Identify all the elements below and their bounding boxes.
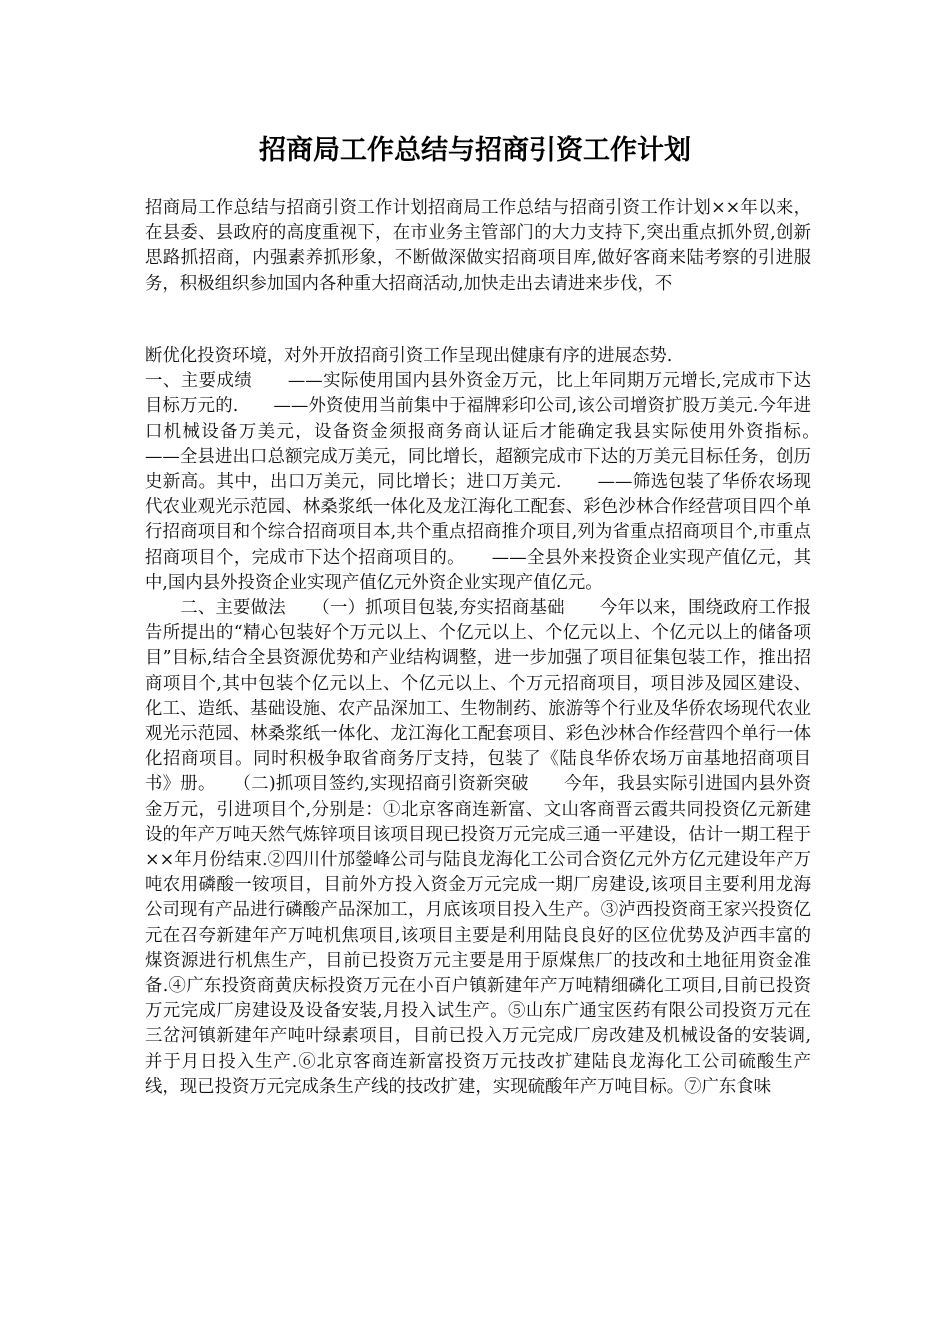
document-title: 招商局工作总结与招商引资工作计划	[259, 135, 691, 166]
body-block	[145, 344, 811, 1100]
body-paragraph: 断优化投资环境，对外开放招商引资工作呈现出健康有序的进展态势. 一、主要成绩 ——实际使用国内县外资金万元，比上年同期万元增长,完成市下达目标万元的. ——外资使用当前集中于福牌彩印公司,该公司增资扩股万美元.今年进口机械设备万美元，设备资金须报商务商认证后才能确定我县实际使用外资指标。 ——全县进出口总额完成万美元，同比增长，超额完成市下达的万美元目标任务，创历史新高。其中，出口万美元，同比增长；进口万美元. ——筛选包装了华侨农场现代农业观光示范园、林桑浆纸一体化及龙江海化工配套、彩色沙林合作经营项目四个单行招商项目和个综合招商项目本,共个重点招商推介项目,列为省重点招商项目个,市重点招商项目个，完成市下达个招商项目的。 ——全县外来投资企业实现产值亿元，其中,国内县外投资企业实现产值亿元外资企业实现产值亿元。 二、主要做法 （一）抓项目包装,夯实招商基础 今年以来，围绕政府工作报告所提出的“精心包装好个万元以上、个亿元以上、个亿元以上、个亿元以上的储备项目”目标,结合全县资源优势和产业结构调整，进一步加强了项目征集包装工作，推出招商项目个,其中包装个亿元以上、个亿元以上、个万元招商项目，项目涉及园区建设、化工、造纸、基础设施、农产品深加工、生物制药、旅游等个行业及华侨农场现代农业观光示范园、林桑浆纸一体化、龙江海化工配套项目、彩色沙林合作经营四个单行一体化招商项目。同时积极争取省商务厅支持，包装了《陆良华侨农场万亩基地招商项目书》册。 （二)抓项目签约,实现招商引资新突破 今年，我县实际引进国内县外资金万元，引进项目个,分别是：①北京客商连新富、文山客商晋云霞共同投资亿元新建设的年产万吨天然气炼锌项目该项目现已投资万元完成三通一平建设，估计一期工程于××年月份结束.②四川什邡鎣峰公司与陆良龙海化工公司合资亿元外方亿元建设年产万吨农用磷酸一铵项目，目前外方投入资金万元完成一期厂房建设,该项目主要利用龙海公司现有产品进行磷酸产品深加工，月底该项目投入生产。③泸西投资商王家兴投资亿元在召夸新建年产万吨机焦项目,该项目主要是利用陆良良好的区位优势及泸西丰富的煤资源进行机焦生产，目前已投资万元主要是用于原煤焦厂的技改和土地征用资金准备.④广东投资商黄庆标投资万元在小百户镇新建年产万吨精细磷化工项目,目前已投资万元完成厂房建设及设备安装,月投入试生产。⑤山东广通宝医药有限公司投资万元在三岔河镇新建年产吨叶绿素项目，目前已投入万元完成厂房改建及机械设备的安装调,并于月日投入生产.⑥北京客商连新富投资万元技改扩建陆良龙海化工公司硫酸生产线，现已投资万元完成条生产线的技改扩建，实现硫酸年产万吨目标。⑦广东食味	[145, 346, 811, 1097]
intro-block	[145, 196, 811, 297]
intro-paragraph: 招商局工作总结与招商引资工作计划招商局工作总结与招商引资工作计划××年以来，在县委、县政府的高度重视下，在市业务主管部门的大力支持下,突出重点抓外贸,创新思路抓招商，内强素养抓形象，不断做深做实招商项目库,做好客商来陆考察的引进服务，积极组织参加国内各种重大招商活动,加快走出去请进来步伐，不	[145, 198, 811, 294]
